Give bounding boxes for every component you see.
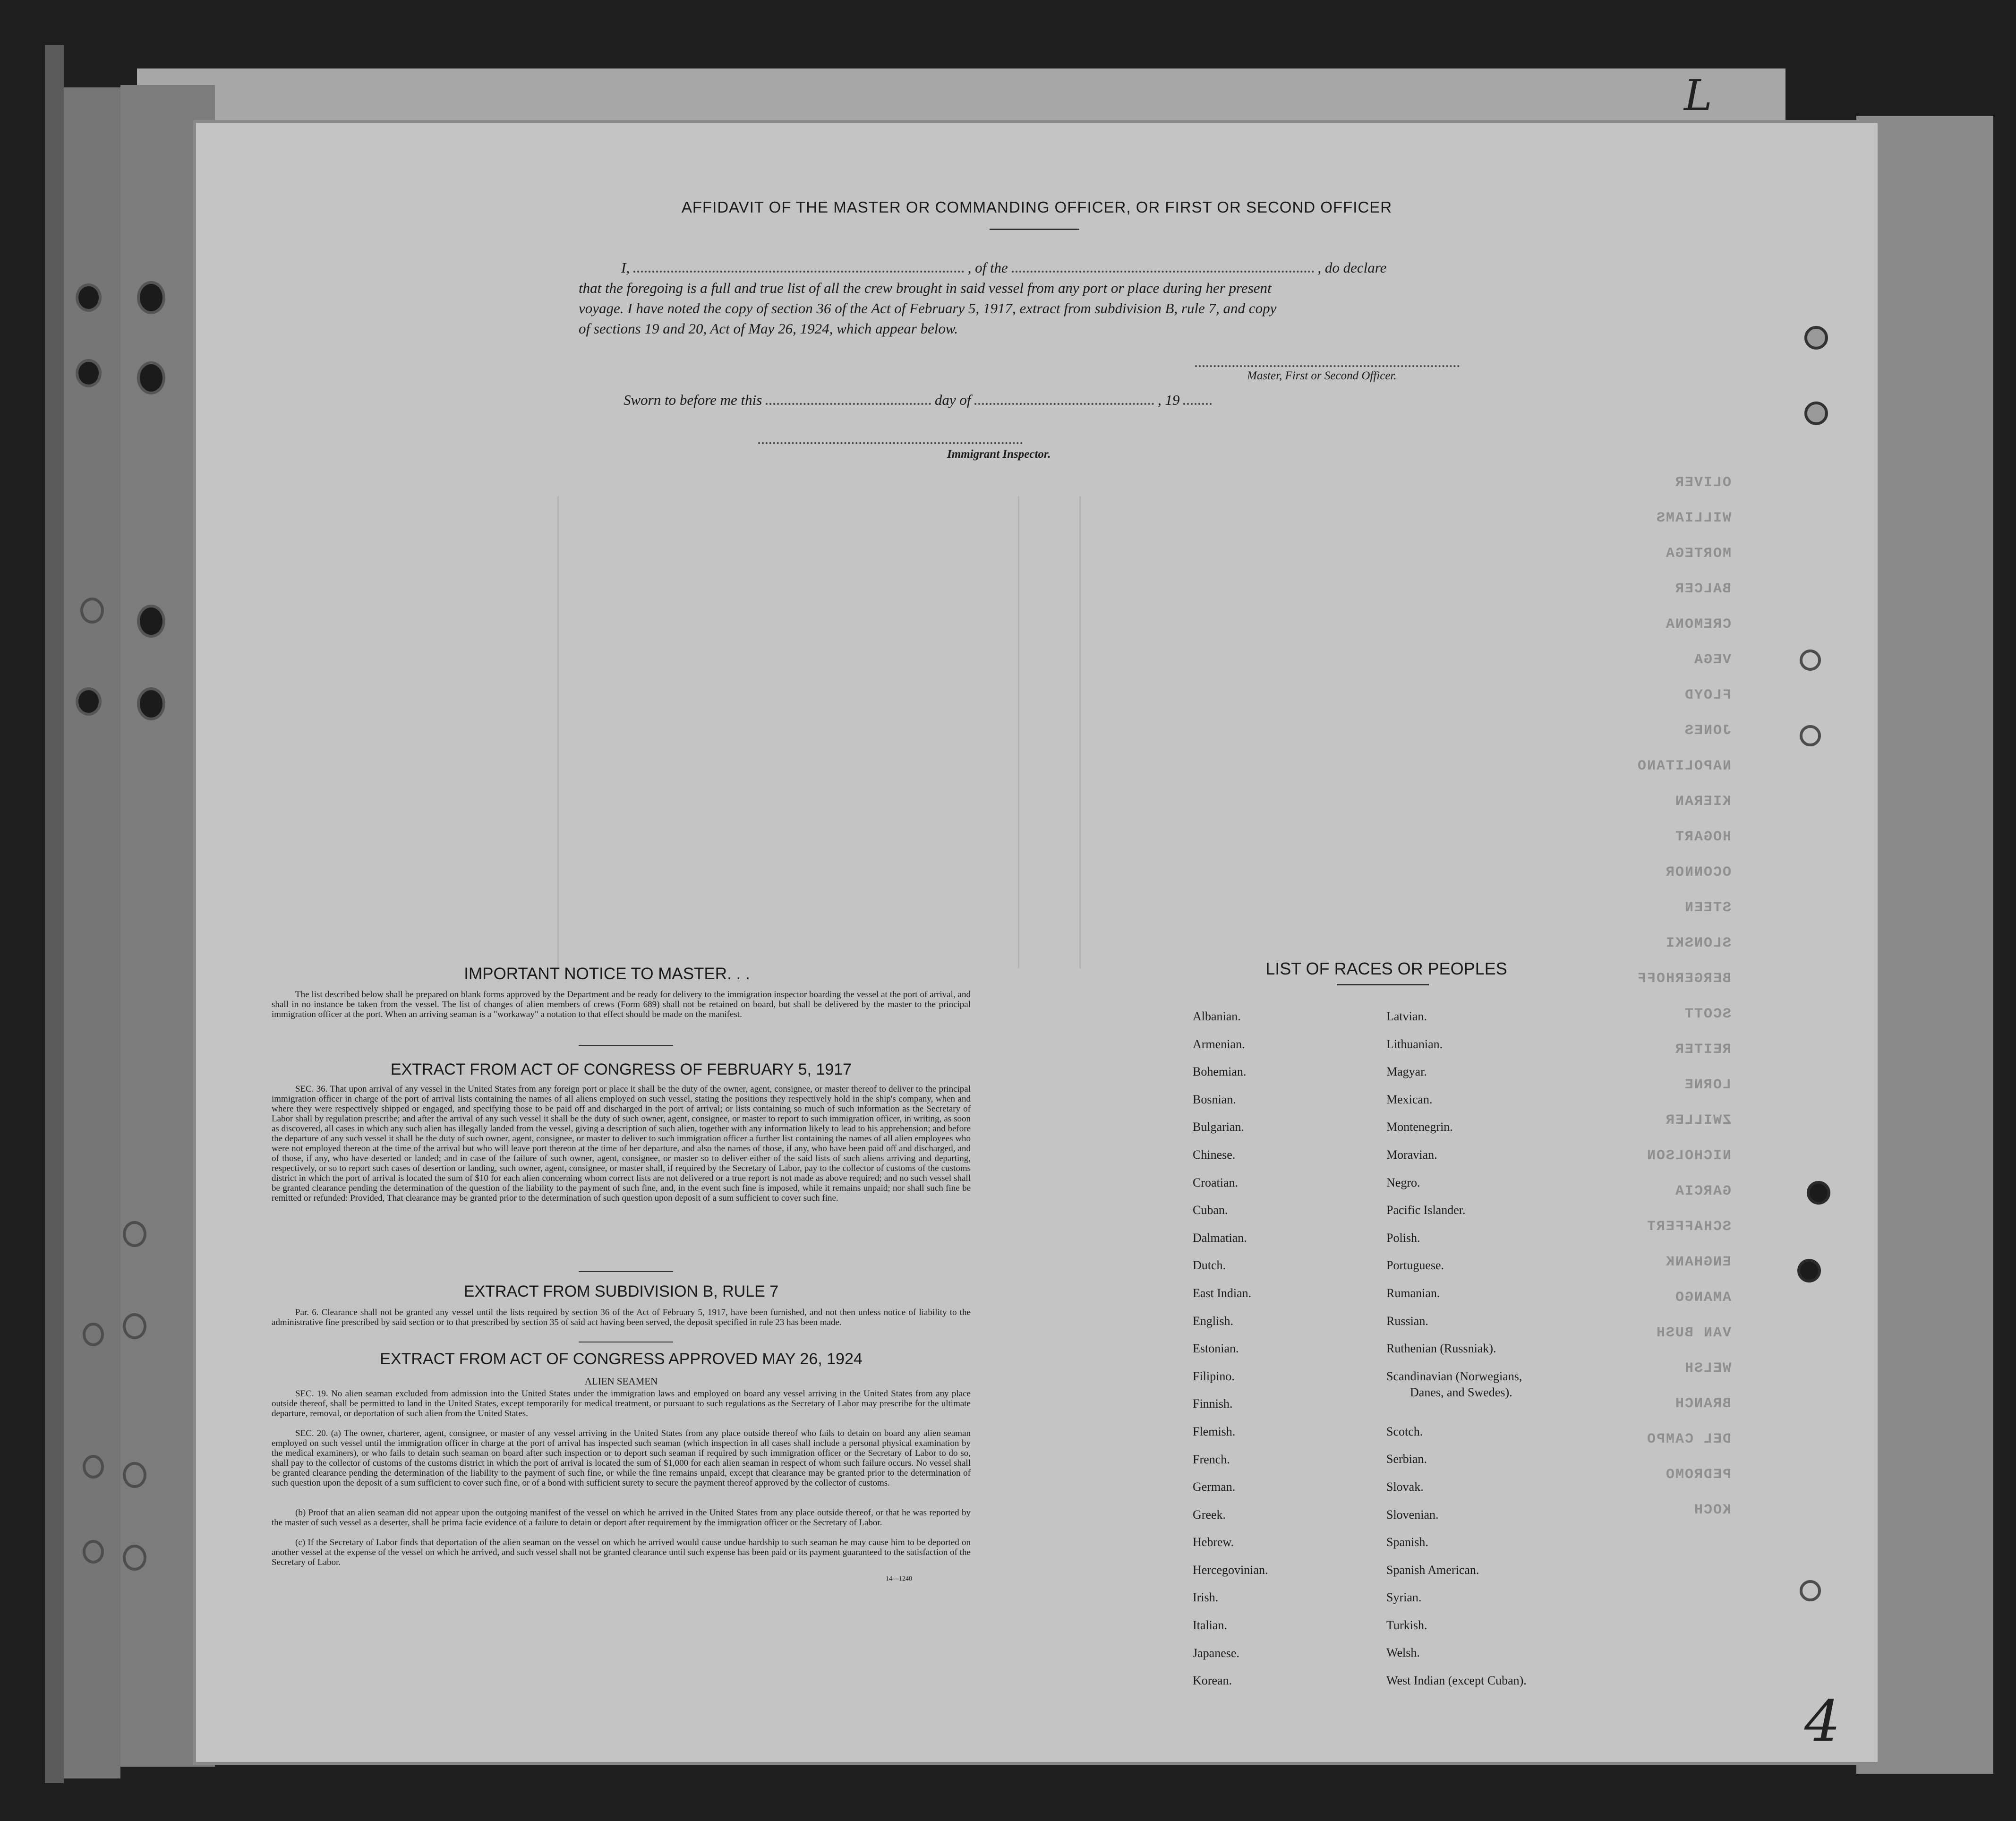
race-item: Estonian. [1193, 1342, 1239, 1356]
binding-hole [83, 1540, 104, 1564]
race-item: Hebrew. [1193, 1535, 1234, 1549]
declaration-line-4: of sections 19 and 20, Act of May 26, 1924, which appear below. [579, 320, 958, 337]
ghost-name: STEEN [1683, 900, 1731, 916]
binding-hole [83, 1323, 104, 1346]
race-item: Welsh. [1386, 1646, 1420, 1660]
race-item: Negro. [1386, 1175, 1420, 1189]
race-item: Italian. [1193, 1618, 1227, 1633]
race-item: Dalmatian. [1193, 1231, 1247, 1245]
affidavit-title: AFFIDAVIT OF THE MASTER OR COMMANDING OFFICER, OR FIRST OR SECOND OFFICER [681, 198, 1392, 216]
ghost-name: WILLIAMS [1655, 510, 1731, 526]
race-item: Korean. [1193, 1674, 1232, 1688]
race-item: West Indian (except Cuban). [1386, 1674, 1527, 1688]
declaration-i: I, [621, 259, 630, 276]
race-item: Armenian. [1193, 1037, 1245, 1051]
extract-1924-sec19: SEC. 19. No alien seaman excluded from admission into the United States under the immigration laws and employed on board any vessel arriving in the United States from any place outside thereof, shall be permitted to land in the United States, except temporarily for medical treatment, or pursuant to such regulations as the Secretary of Labor may prescribe for the ultimate departure, removal, or deportation of such alien from the United States. [272, 1389, 971, 1419]
declaration-line-1 [621, 257, 1481, 278]
section-rule [579, 1271, 673, 1272]
bleed-through-names [1637, 475, 1731, 1727]
race-item: Spanish. [1386, 1535, 1428, 1549]
race-item: Filipino. [1193, 1369, 1235, 1383]
ghost-name: VEGA [1693, 652, 1731, 668]
vessel-blank[interactable] [1012, 271, 1314, 273]
ghost-name: BALCER [1674, 581, 1731, 597]
race-item: Bohemian. [1193, 1065, 1247, 1079]
races-column-2 [1386, 1003, 1527, 1695]
binding-strip-outer [45, 45, 64, 1783]
ghost-name: KOCH [1693, 1502, 1731, 1518]
binding-hole [137, 605, 165, 638]
sworn-month-blank[interactable] [974, 403, 1154, 405]
section-rule [579, 1045, 673, 1046]
declaration-line-2: that the foregoing is a full and true list of all the crew brought in said vessel from any port or place during her present [579, 280, 1272, 296]
race-item: Croatian. [1193, 1175, 1239, 1189]
race-item: Chinese. [1193, 1147, 1236, 1162]
margin-mark-bottom: 4 [1804, 1689, 1841, 1754]
declaration-do-declare: , do declare [1317, 259, 1387, 276]
binding-hole [137, 361, 165, 394]
sworn-year-prefix: , 19 [1157, 392, 1180, 408]
punch-hole [1804, 402, 1828, 425]
punch-hole [1800, 725, 1821, 746]
punch-hole [1800, 650, 1821, 671]
sworn-label: Sworn to before me this [624, 392, 762, 408]
extract-rule7-body: Par. 6. Clearance shall not be granted any vessel until the lists required by section 36 of the Act of February 5, 1917, have been furnished, and not then unless notice of liability to the administrative fine prescribed by said section or to that prescribed by section 35 of said act having been served, the deposit specified in rule 23 has been made. [272, 1308, 971, 1327]
declaration-of-the: , of the [967, 259, 1008, 276]
extract-1924-sec20a: SEC. 20. (a) The owner, charterer, agent, consignee, or master of any vessel arriving in the United States from any place outside thereof who fails to detain on board any alien seaman employed on such vessel until the immigration officer in charge at the port of arrival has inspected such seaman (which inspection in all cases shall include a personal physical examination by the medical examiners), or who fails to detain such seaman on board after such inspection or to deport such seaman if required by such immigration officer or the Secretary of Labor to do so, shall pay to the collector of customs of the customs district in which the port of arrival is located the sum of $1,000 for each alien seaman in respect of whom such failure occurs. No vessel shall be granted clearance pending the determination of the liability to the payment of such fine, or while the fine remains unpaid, except that clearance may be granted prior to the determination of such question upon the deposit of a sum sufficient to cover such fine, or of a bond with sufficient surety to secure the payment thereof approved by the collector of customs. [272, 1428, 971, 1488]
ghost-name: CREMONA [1665, 616, 1731, 633]
ghost-name: SCOTT [1683, 1006, 1731, 1022]
bleed-through-rule [1018, 496, 1019, 968]
race-item: Scotch. [1386, 1424, 1423, 1438]
title-rule [990, 229, 1079, 230]
sworn-line [624, 390, 1212, 410]
ghost-name: MORTEGA [1665, 546, 1731, 562]
ghost-name: HOGART [1674, 829, 1731, 845]
race-item: Moravian. [1386, 1147, 1437, 1162]
race-item: Turkish. [1386, 1618, 1427, 1632]
punch-hole [1807, 1181, 1830, 1205]
extract-1924-title: EXTRACT FROM ACT OF CONGRESS APPROVED MAY 26, 1924 [380, 1350, 863, 1368]
inspector-caption: Immigrant Inspector. [947, 448, 1051, 461]
races-title: LIST OF RACES OR PEOPLES [1265, 959, 1507, 978]
notice-title: IMPORTANT NOTICE TO MASTER. . . [464, 965, 750, 983]
race-item: Serbian. [1386, 1452, 1427, 1466]
binding-strip [64, 87, 120, 1778]
ghost-name: FLOYD [1683, 687, 1731, 703]
binding-hole [76, 359, 102, 387]
race-item: Magyar. [1386, 1065, 1427, 1079]
ghost-name: ZWILLER [1665, 1112, 1731, 1129]
sworn-day-of: day of [934, 392, 971, 408]
binding-hole [83, 1455, 104, 1479]
extract-1924-sec20b: (b) Proof that an alien seaman did not appear upon the outgoing manifest of the vessel on which he arrived in the United States from any place outside thereof, or that he was reported by the master of such vessel as a deserter, shall be prima facie evidence of a failure to detain or deport after requirement by the immigration officer or the Secretary of Labor. [272, 1508, 971, 1528]
race-item: Ruthenian (Russniak). [1386, 1342, 1496, 1356]
bleed-through-rule [557, 496, 559, 968]
ghost-name: PEDROMO [1665, 1467, 1731, 1483]
sworn-year-blank[interactable] [1183, 403, 1212, 405]
ghost-name: WELSH [1683, 1360, 1731, 1376]
race-item: Slovenian. [1386, 1507, 1439, 1522]
races-rule [1337, 984, 1429, 985]
ghost-name: AMANGO [1674, 1290, 1731, 1306]
race-item: Portuguese. [1386, 1258, 1444, 1273]
race-item: Rumanian. [1386, 1286, 1440, 1300]
race-item: Finnish. [1193, 1397, 1233, 1411]
race-item: Pacific Islander. [1386, 1203, 1466, 1217]
race-item: Scandinavian (Norwegians, [1386, 1369, 1522, 1383]
extract-1917-title: EXTRACT FROM ACT OF CONGRESS OF FEBRUARY 5, 1917 [390, 1060, 852, 1078]
ghost-name: NICHOLSON [1646, 1148, 1731, 1164]
ghost-name: JONES [1683, 723, 1731, 739]
margin-mark-top: L [1684, 71, 1712, 120]
name-blank[interactable] [633, 271, 964, 273]
ghost-name: LORNE [1683, 1077, 1731, 1093]
race-item: Flemish. [1193, 1424, 1236, 1438]
ghost-name: GARCIA [1674, 1183, 1731, 1199]
punch-hole [1797, 1259, 1821, 1282]
ghost-name: OLIVER [1674, 475, 1731, 491]
extract-1924-sec20c: (c) If the Secretary of Labor finds that deportation of the alien seaman on the vessel on which he arrived would cause undue hardship to such seaman he may cause him to be deported on another vessel at the expense of the vessel on which he arrived, and such vessel shall not be granted clearance until such expense has been paid or its payment guaranteed to the satisfaction of the Secretary of Labor. [272, 1538, 971, 1567]
binding-hole [123, 1545, 146, 1571]
race-item: Mexican. [1386, 1092, 1433, 1106]
race-item: Syrian. [1386, 1590, 1422, 1605]
race-item: Irish. [1193, 1590, 1219, 1605]
binding-hole [76, 687, 102, 716]
extract-1917-body: SEC. 36. That upon arrival of any vessel in the United States from any foreign port or place it shall be the duty of the owner, agent, consignee, or master thereof to deliver to the principal immigration officer in charge of the port of arrival lists containing the names of all aliens employed on such vessel, stating the positions they respectively hold in the ship's company, when and where they were respectively shipped or engaged, and specifying those to be paid off and discharged in the port of arrival; or lists containing so much of such information as the Secretary of Labor shall by regulation prescribe; and after the arrival of any such vessel it shall be the duty of such owner, agent, consignee, or master to report to such immigration officer, in writing, as soon as discovered, all cases in which any such alien has illegally landed from the vessel, giving a description of such alien, together with any information likely to lead to his apprehension; and before the departure of any such vessel it shall be the duty of such owner, agent, consignee, or master to deliver to such immigration officer a further list containing the names of all alien employees who were not employed thereon at the time of the arrival but who will leave port thereon at the time of her departure, and also the names of those, if any, who have been paid off and discharged, and of those, if any, who have deserted or landed; and in case of the failure of such owner, agent, consignee, or master so to deliver either of the said lists of such aliens arriving and departing, respectively, or so to report such cases of desertion or landing, such owner, agent, consignee, or master shall, if required by the Secretary of Labor, pay to the collector of customs of the customs district in which the port of arrival is located the sum of $10 for each alien concerning whom correct lists are not delivered or a true report is not made as above required; and no such vessel shall be granted clearance pending the determination of the question of the liability to the payment of such fine, and, in the event such fine is imposed, while it remains unpaid; nor shall such fine be remitted or refunded: Provided, That clearance may be granted prior to the determination of such question upon deposit of a sum sufficient to cover such fine. [272, 1084, 971, 1203]
ghost-name: SLONSKI [1665, 935, 1731, 951]
punch-hole [1804, 326, 1828, 350]
binding-hole [123, 1313, 146, 1339]
race-item: Bosnian. [1193, 1092, 1236, 1106]
race-item: East Indian. [1193, 1286, 1252, 1300]
binding-hole [123, 1221, 146, 1247]
ghost-name: REITER [1674, 1042, 1731, 1058]
ghost-name: ENGHANK [1665, 1254, 1731, 1270]
binding-hole [76, 283, 102, 312]
race-item: English. [1193, 1314, 1233, 1328]
race-item: Lithuanian. [1386, 1037, 1443, 1051]
race-item: Greek. [1193, 1507, 1226, 1522]
ghost-name: OCONNOR [1665, 864, 1731, 881]
race-item: Latvian. [1386, 1009, 1427, 1023]
race-item: Dutch. [1193, 1258, 1226, 1273]
race-item: Montenegrin. [1386, 1120, 1453, 1134]
race-item: Hercegovinian. [1193, 1563, 1268, 1577]
backing-sheet-top [137, 68, 1785, 125]
binding-hole [123, 1462, 146, 1488]
race-item: Slovak. [1386, 1479, 1424, 1494]
race-item: Bulgarian. [1193, 1120, 1245, 1134]
bleed-through-rule [1079, 496, 1081, 968]
extract-rule7-title: EXTRACT FROM SUBDIVISION B, RULE 7 [463, 1282, 779, 1300]
race-item: Danes, and Swedes). [1410, 1385, 1512, 1399]
binding-hole [80, 598, 104, 624]
race-item: Cuban. [1193, 1203, 1228, 1217]
binding-hole [137, 687, 165, 720]
race-item: Spanish American. [1386, 1563, 1479, 1577]
ghost-name: SCHAFFERT [1646, 1219, 1731, 1235]
race-item: French. [1193, 1452, 1230, 1466]
sworn-date-blank[interactable] [766, 403, 931, 405]
binding-hole [137, 281, 165, 314]
ghost-name: BRANCH [1674, 1396, 1731, 1412]
ghost-name: NAPOLITANO [1636, 758, 1731, 774]
document-page [196, 123, 1878, 1762]
ghost-name: VAN BUSH [1655, 1325, 1731, 1341]
form-number: 14—1240 [886, 1575, 912, 1582]
ghost-name: DEL CAMPO [1646, 1431, 1731, 1447]
notice-body: The list described below shall be prepared on blank forms approved by the Department and be ready for delivery to the immigration inspector boarding the vessel at the port of arrival, and shall in no instance be taken from the vessel. The list of changes of alien members of crews (Form 689) shall not be retained on board, but shall be delivered by the master to the principal immigration officer at the port. When an arriving seaman is a "workaway" a notation to that effect should be made on the manifest. [272, 990, 971, 1019]
master-signature-caption: Master, First or Second Officer. [1247, 369, 1397, 382]
extract-1924-subtitle: ALIEN SEAMEN [584, 1376, 658, 1387]
ghost-name: BERGERHOFF [1636, 971, 1731, 987]
race-item: German. [1193, 1480, 1236, 1494]
race-item: Polish. [1386, 1231, 1420, 1245]
race-item: Russian. [1386, 1314, 1428, 1328]
race-item: Albanian. [1193, 1009, 1241, 1023]
ghost-name: KIERAN [1674, 794, 1731, 810]
race-item: Japanese. [1193, 1646, 1239, 1660]
punch-hole [1800, 1580, 1821, 1601]
declaration-line-3: voyage. I have noted the copy of section 36 of the Act of February 5, 1917, extract from subdivision B, rule 7, and copy [579, 300, 1277, 316]
races-column-1 [1193, 1003, 1268, 1695]
